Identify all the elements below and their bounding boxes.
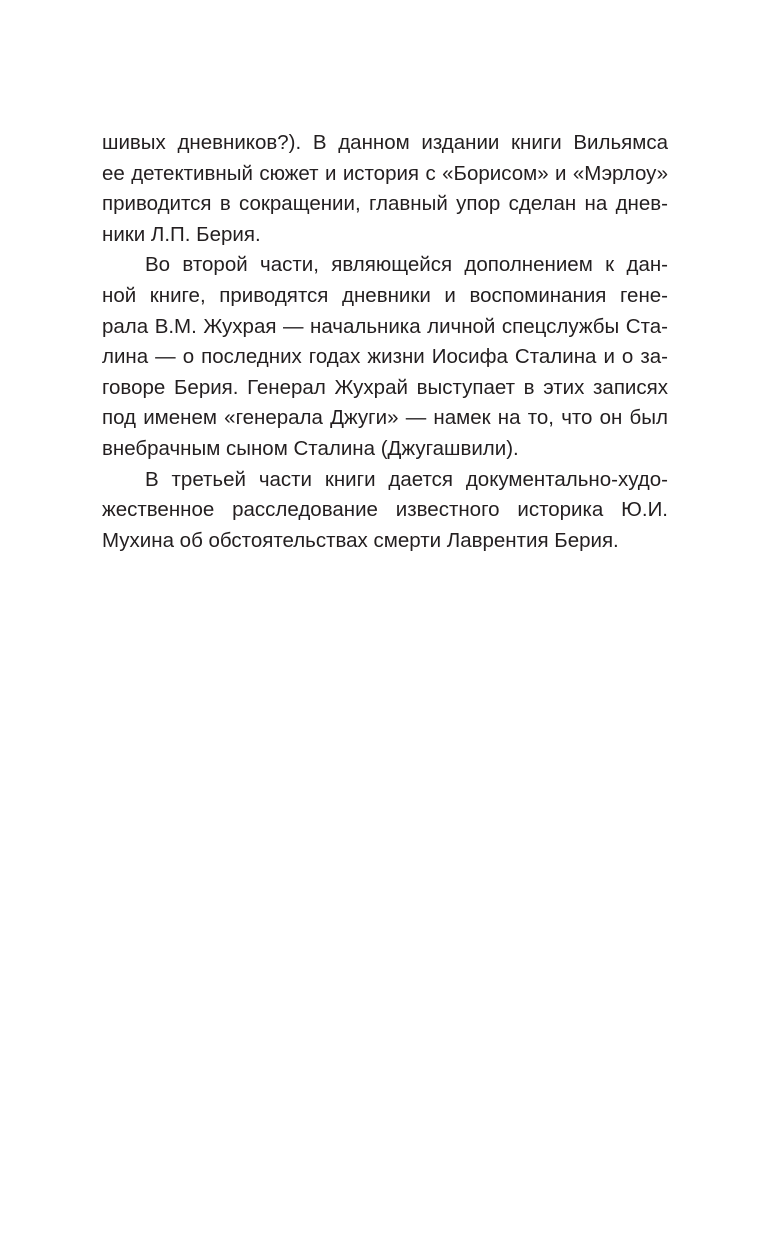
text-line: лина — о последних годах жизни Иосифа Сталина и о за- (102, 345, 668, 369)
body-text (102, 128, 668, 556)
text-line: Мухина об обстоятельствах смерти Лаврентия Берия. (102, 528, 619, 552)
paragraph-2 (102, 250, 668, 464)
text-line: В третьей части книги дается документально-худо- (145, 467, 668, 491)
text-line: ники Л.П. Берия. (102, 222, 261, 246)
text-line: шивых дневников?). В данном издании книги Вильямса (102, 131, 668, 154)
text-line: говоре Берия. Генерал Жухрай выступает в этих записях (102, 375, 668, 399)
text-line: жественное расследование известного историка Ю.И. (102, 498, 668, 522)
text-line: приводится в сокращении, главный упор сделан на днев- (102, 192, 668, 216)
paragraph-3 (102, 465, 668, 557)
text-line: ее детективный сюжет и история с «Борисом» и «Мэрлоу» (102, 161, 668, 185)
text-line: ной книге, приводятся дневники и воспоминания гене- (102, 283, 668, 307)
paragraph-1 (102, 128, 668, 250)
text-line: внебрачным сыном Сталина (Джугашвили). (102, 436, 519, 460)
text-line: Во второй части, являющейся дополнением к дан- (145, 253, 668, 277)
text-line: рала В.М. Жухрая — начальника личной спецслужбы Ста- (102, 314, 668, 338)
text-line: под именем «генерала Джуги» — намек на то, что он был (102, 406, 668, 430)
